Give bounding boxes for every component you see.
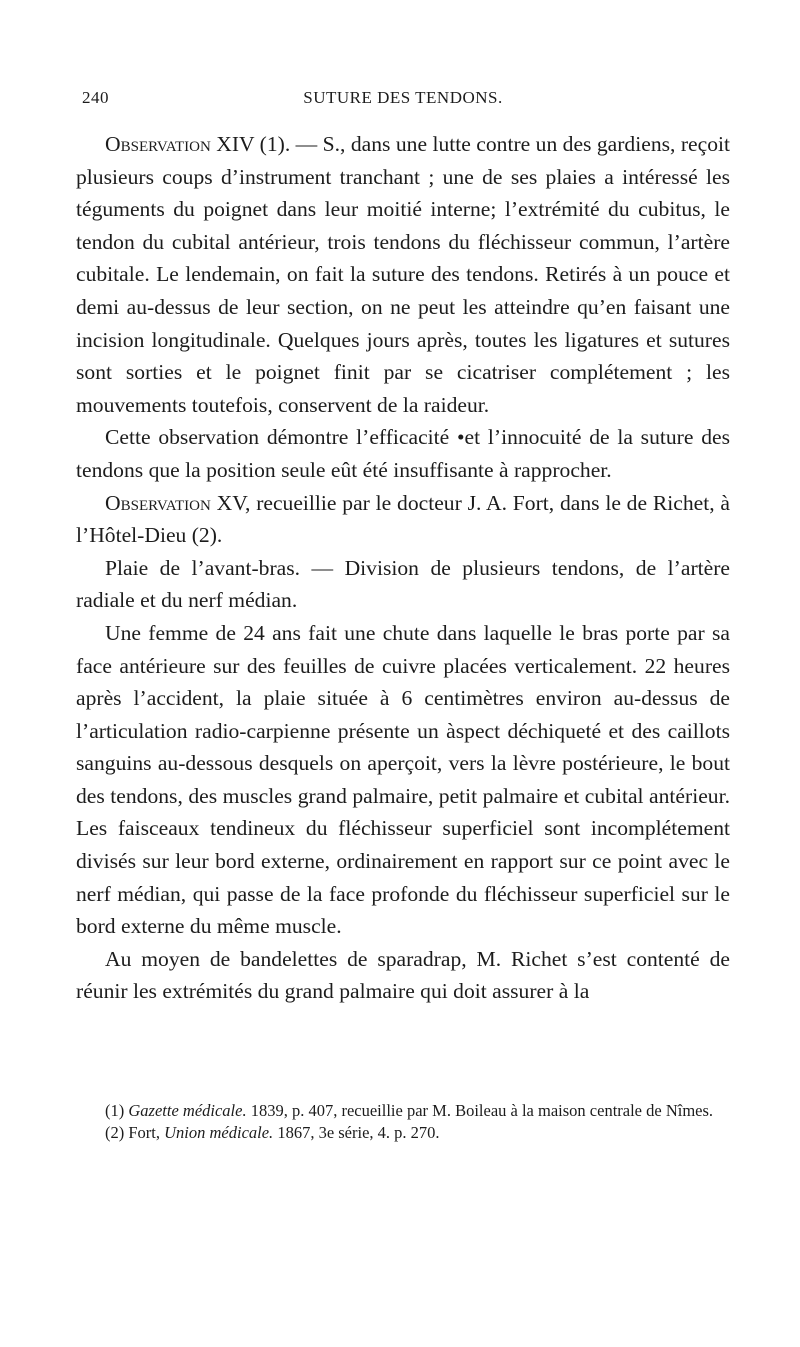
paragraph-text: XV, recueillie par le docteur J. A. Fort, dans le de Richet, à l’Hôtel-Dieu (2). xyxy=(76,490,730,548)
footnote-source: Gazette médicale. xyxy=(128,1101,247,1120)
observation-label: Observation xyxy=(105,490,211,515)
paragraph-text: Une femme de 24 ans fait une chute dans laquelle le bras porte par sa face antérieure sur des feuilles de cuivre placées verticalement. 22 heures après l’accident, la plaie située à 6 centimètres environ au-dessus de l’articulation radio-carpienne présente un àspect déchiqueté et des caillots sanguins au-dessous desquels on aperçoit, vers la lèvre postérieure, le bout des tendons, des muscles grand palmaire, petit palmaire et cubital antérieur. Les faisceaux tendineux du fléchisseur superficiel sont incomplétement divisés sur leur bord externe, ordinairement en rapport sur ce point avec le nerf médian, qui passe de la face profonde du fléchisseur superficiel sur le bord externe du même muscle. xyxy=(76,620,730,939)
paragraph-case-description xyxy=(76,617,730,943)
paragraph-text: Au moyen de bandelettes de sparadrap, M. Richet s’est contenté de réunir les extrémités du grand palmaire qui doit assurer à la xyxy=(76,946,730,1004)
footnote-1 xyxy=(76,1100,730,1122)
paragraph-case-title xyxy=(76,552,730,617)
footnote-source: Union médicale. xyxy=(164,1123,274,1142)
paragraph-text: Plaie de l’avant-bras. — Division de plusieurs tendons, de l’artère radiale et du nerf médian. xyxy=(76,555,730,613)
paragraph-observation-xv xyxy=(76,487,730,552)
footnote-2 xyxy=(76,1122,730,1144)
footnote-marker: (2) Fort, xyxy=(105,1123,165,1142)
paragraph-commentary xyxy=(76,421,730,486)
footnotes xyxy=(76,1100,730,1144)
paragraph-treatment xyxy=(76,943,730,1008)
running-header xyxy=(76,88,730,112)
observation-label: Observation xyxy=(105,132,211,156)
footnote-text: 1839, p. 407, recueillie par M. Boileau à la maison centrale de Nîmes. xyxy=(246,1101,714,1120)
paragraph-text: XIV (1). — S., dans une lutte contre un des gardiens, reçoit plusieurs coups d’instrument tranchant ; une de ses plaies a intéressé les téguments du poignet dans leur moitié interne; l’extrémité du cubitus, le tendon du cubital antérieur, trois tendons du fléchisseur commun, l’artère cubitale. Le lendemain, on fait la suture des tendons. Retirés à un pouce et demi au-dessus de leur section, on ne peut les atteindre qu’en faisant une incision longitudinale. Quelques jours après, toutes les ligatures et sutures sont sorties et le poignet finit par se cicatriser complétement ; les mouvements toutefois, conservent de la raideur. xyxy=(76,132,730,417)
running-title: SUTURE DES TENDONS. xyxy=(303,88,503,107)
body-text xyxy=(76,128,730,1008)
paragraph-observation-xiv xyxy=(76,128,730,421)
page-number: 240 xyxy=(82,88,109,107)
footnote-text: 1867, 3e série, 4. p. 270. xyxy=(273,1123,440,1142)
paragraph-text: Cette observation démontre l’efficacité •et l’innocuité de la suture des tendons que la position seule eût été insuffisante à rapprocher. xyxy=(76,425,730,482)
footnote-marker: (1) xyxy=(105,1101,129,1120)
